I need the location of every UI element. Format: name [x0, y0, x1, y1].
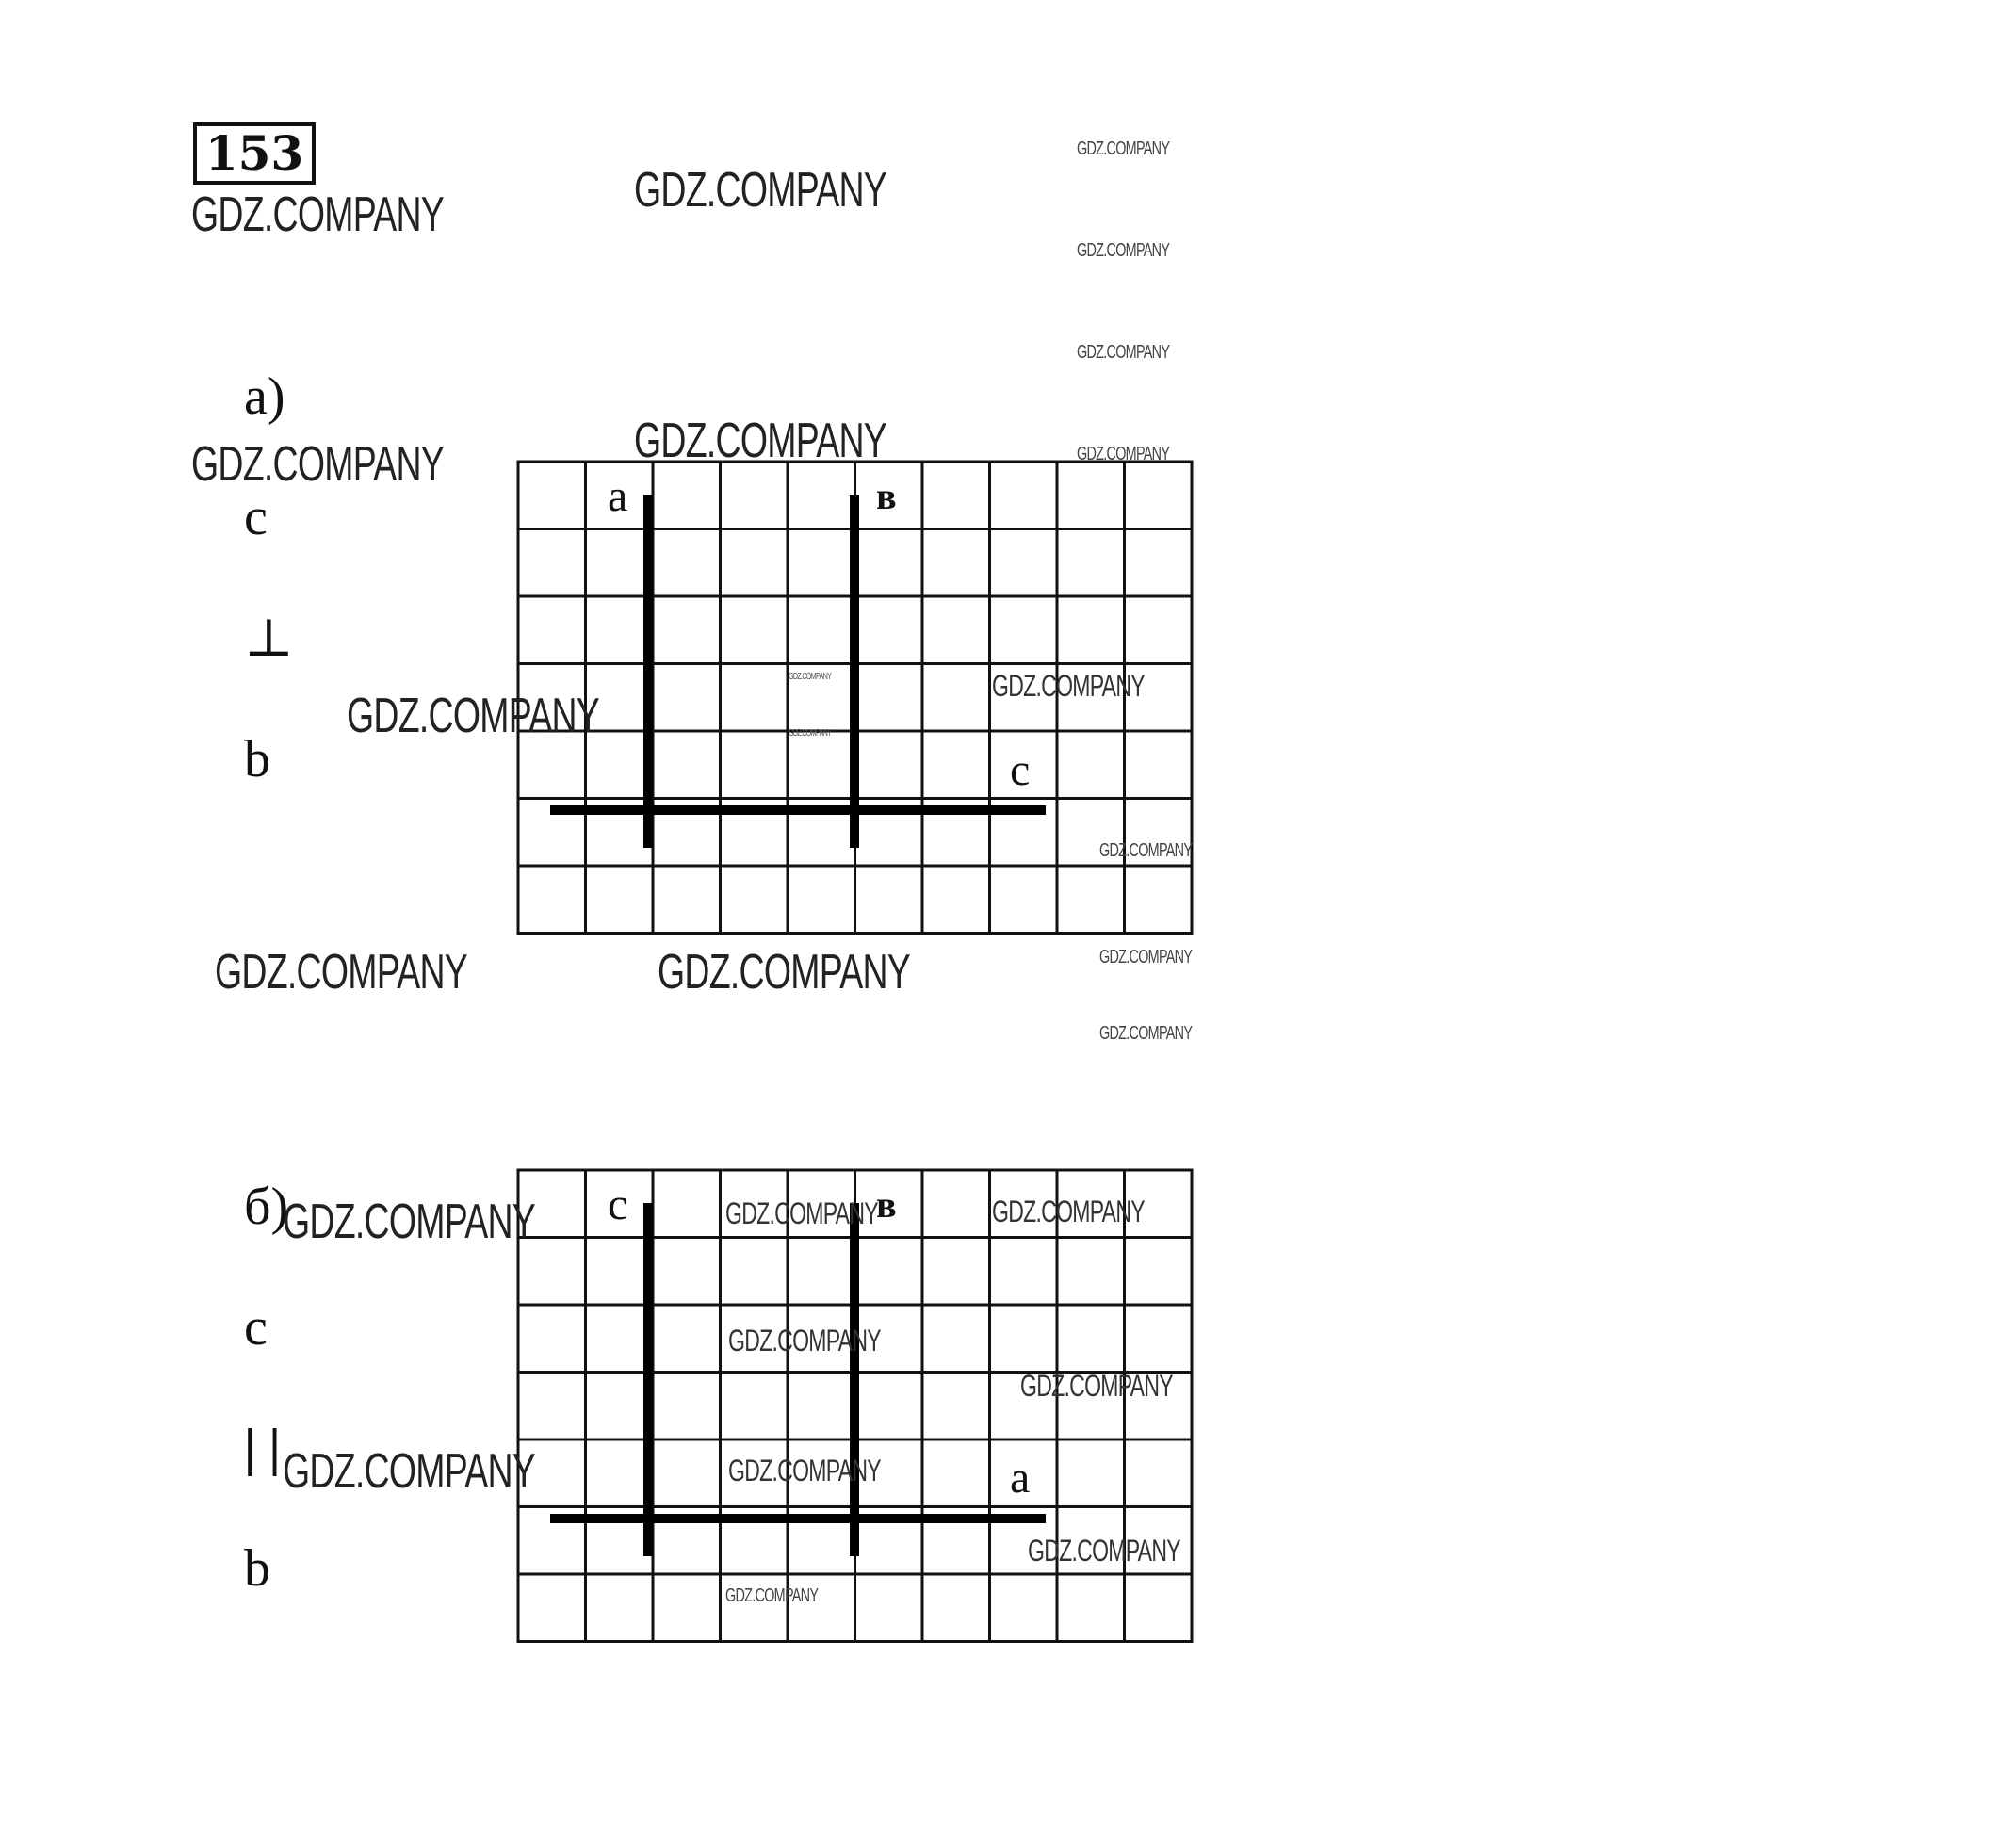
- watermark: GDZ.COMPANY: [789, 728, 832, 739]
- label-b: в: [876, 1183, 897, 1226]
- watermark: GDZ.COMPANY: [728, 1324, 881, 1357]
- watermark: GDZ.COMPANY: [283, 1195, 536, 1249]
- part-b-relation-left: c: [244, 1298, 268, 1357]
- part-a-marker: а): [244, 367, 285, 426]
- watermark: GDZ.COMPANY: [992, 1195, 1145, 1228]
- watermark: GDZ.COMPANY: [283, 1444, 536, 1499]
- watermark: GDZ.COMPANY: [1077, 138, 1170, 159]
- perpendicular-symbol: ⊥: [244, 610, 294, 668]
- label-c: c: [1010, 745, 1031, 795]
- watermark: GDZ.COMPANY: [1020, 1369, 1173, 1403]
- watermark: GDZ.COMPANY: [1099, 1023, 1193, 1044]
- label-a: a: [1010, 1453, 1031, 1503]
- watermark: GDZ.COMPANY: [658, 945, 911, 1000]
- watermark: GDZ.COMPANY: [992, 669, 1145, 703]
- label-a: a: [608, 471, 628, 521]
- watermark: GDZ.COMPANY: [347, 689, 600, 743]
- part-a-heading: [191, 306, 338, 850]
- figure-a-grid: [518, 462, 1196, 951]
- watermark: GDZ.COMPANY: [1077, 444, 1170, 464]
- watermark: GDZ.COMPANY: [634, 163, 887, 218]
- watermark: GDZ.COMPANY: [191, 187, 445, 242]
- watermark: GDZ.COMPANY: [1028, 1534, 1180, 1568]
- watermark: GDZ.COMPANY: [725, 1585, 819, 1606]
- watermark: GDZ.COMPANY: [728, 1454, 881, 1487]
- label-c: c: [608, 1179, 628, 1229]
- watermark: GDZ.COMPANY: [1099, 947, 1193, 967]
- label-b: в: [876, 475, 897, 517]
- part-a-relation-right: b: [244, 730, 270, 788]
- part-b-heading: [191, 1116, 288, 1659]
- watermark: GDZ.COMPANY: [191, 437, 445, 492]
- figure-b-grid: [518, 1170, 1196, 1660]
- watermark: GDZ.COMPANY: [215, 945, 468, 1000]
- watermark: GDZ.COMPANY: [1077, 342, 1170, 363]
- watermark: GDZ.COMPANY: [789, 672, 832, 682]
- watermark: GDZ.COMPANY: [725, 1196, 878, 1230]
- watermark: GDZ.COMPANY: [1099, 840, 1193, 861]
- part-b-relation-right: b: [244, 1539, 270, 1598]
- watermark: GDZ.COMPANY: [1077, 240, 1170, 261]
- part-b-marker: б): [244, 1178, 289, 1236]
- parallel-symbol: | |: [244, 1419, 281, 1477]
- watermark: GDZ.COMPANY: [634, 414, 887, 468]
- task-number-box: 153: [193, 122, 316, 185]
- part-a-relation-left: c: [244, 488, 268, 546]
